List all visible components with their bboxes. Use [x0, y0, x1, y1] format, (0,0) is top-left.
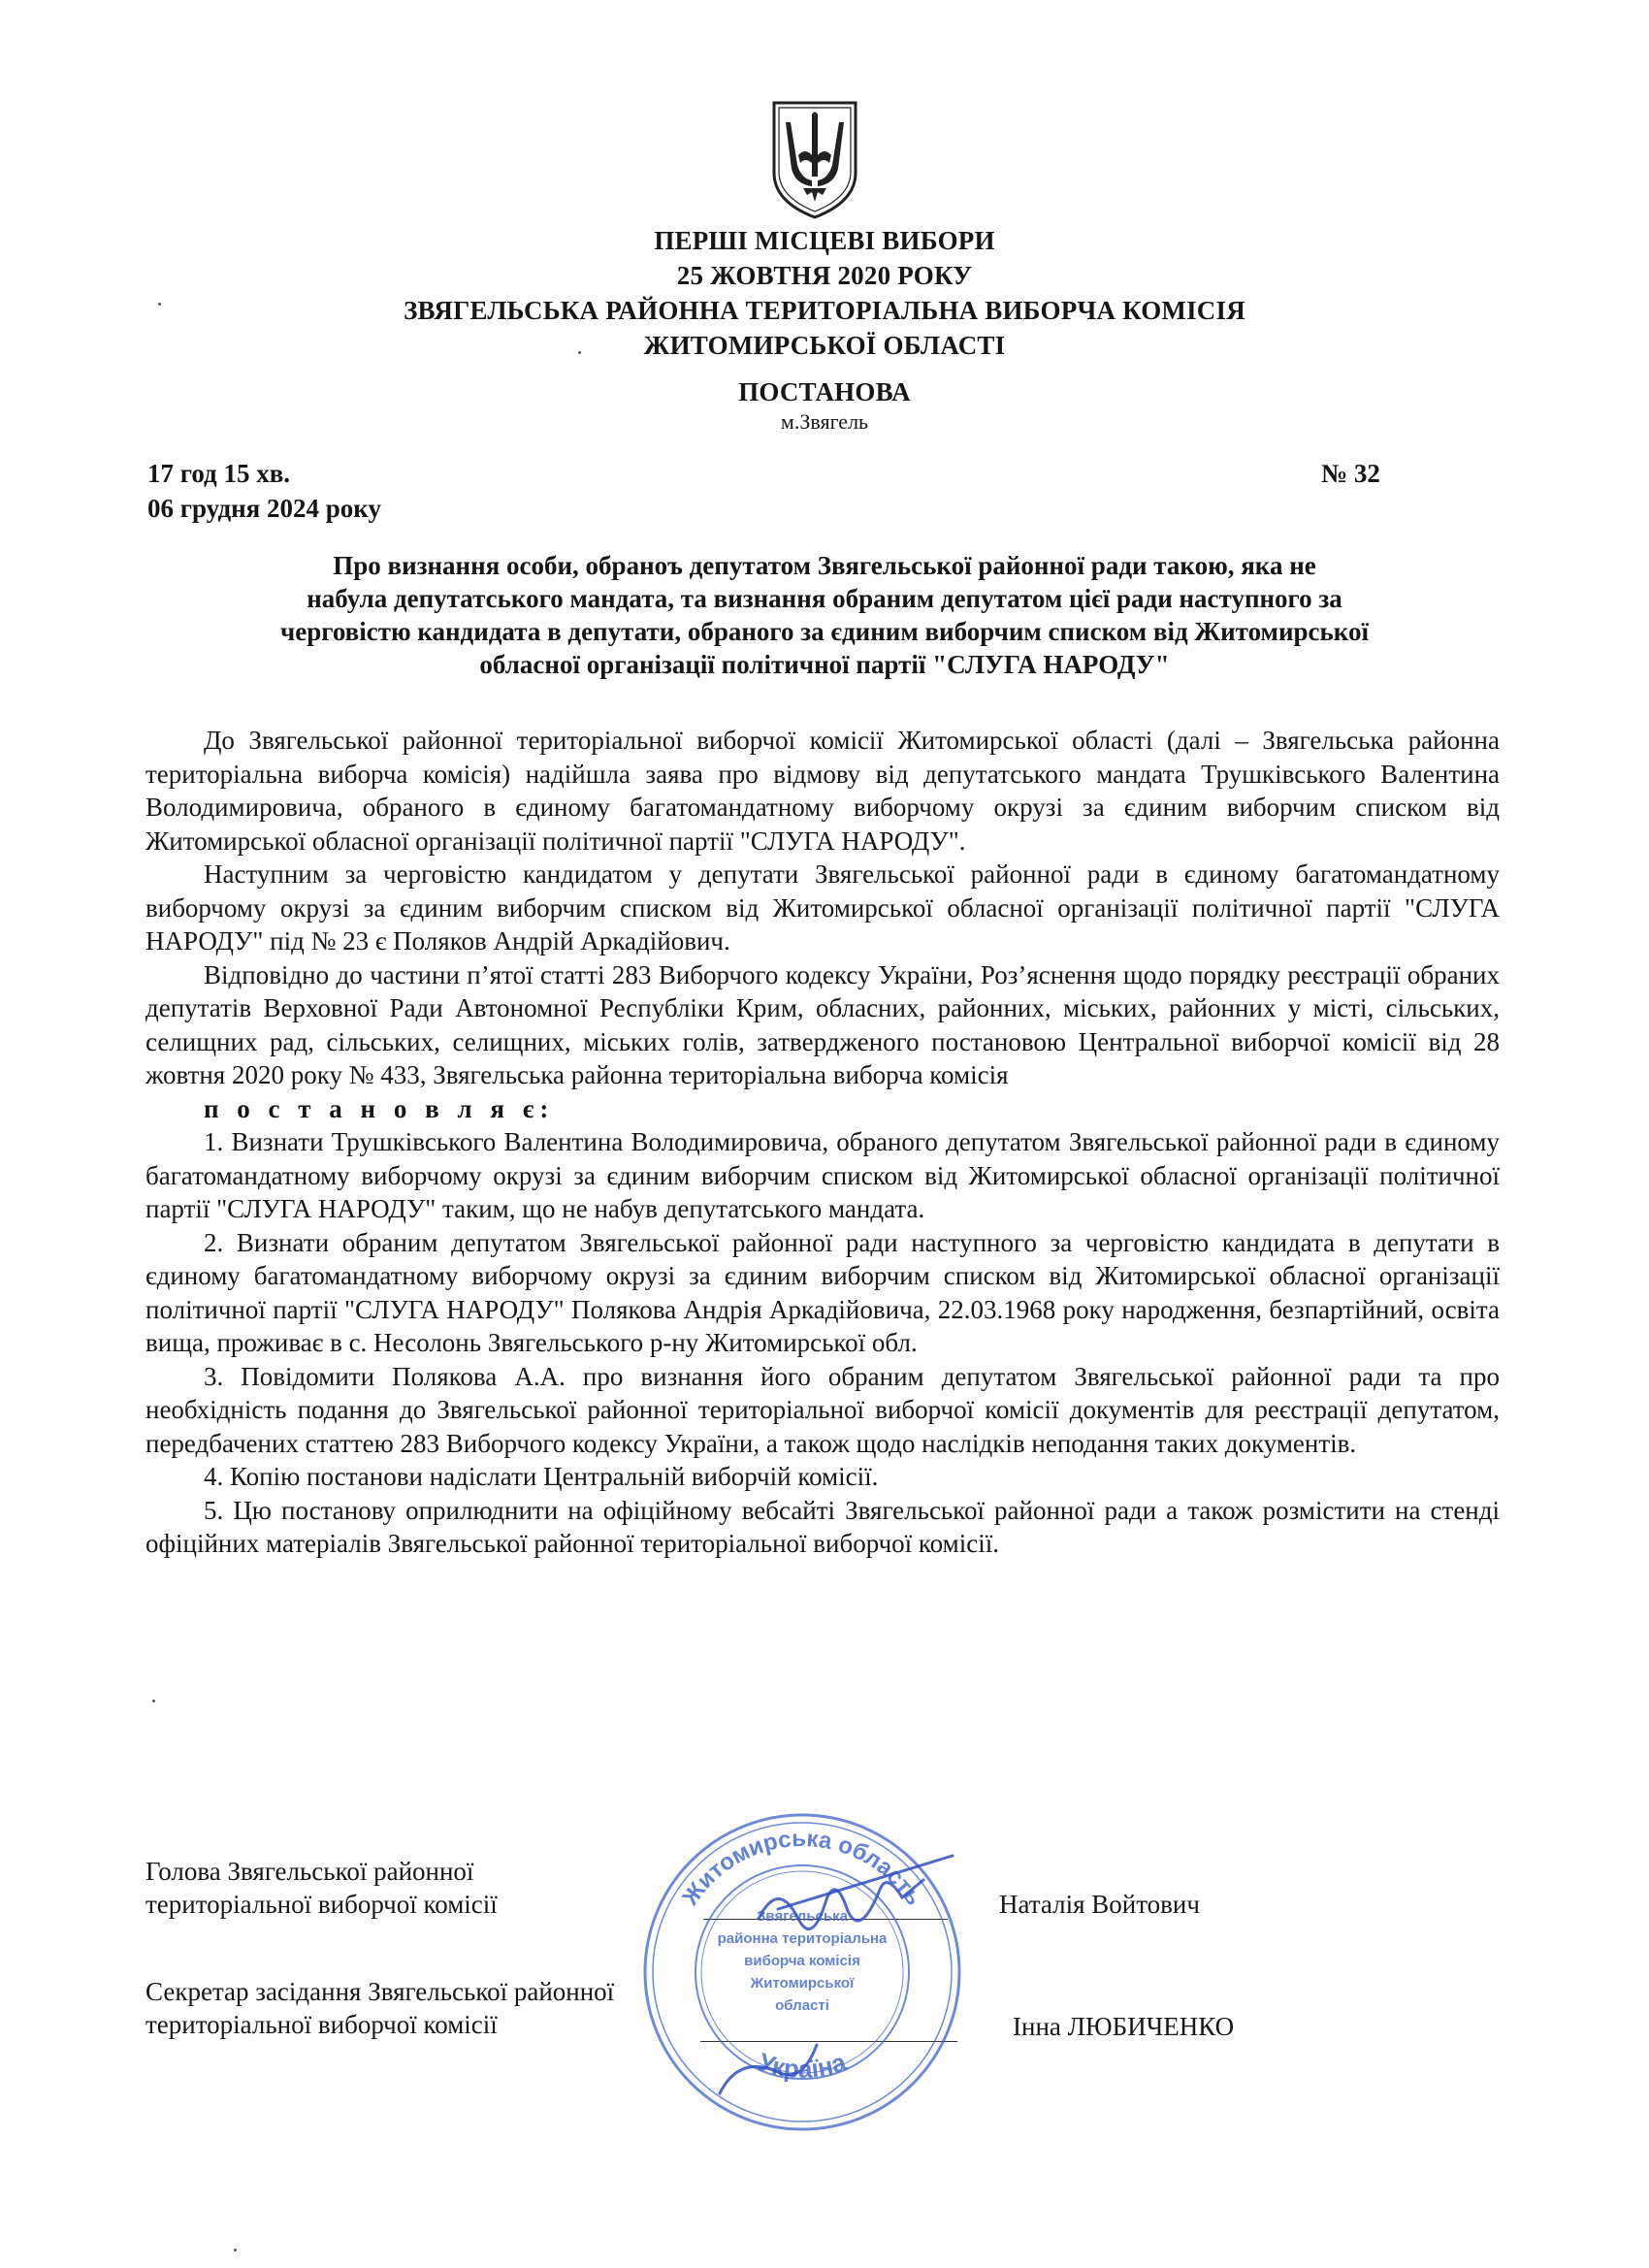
document-city: м.Звягель [780, 409, 869, 434]
scan-speck [234, 2249, 237, 2252]
title-line: обласної організації політичної партії "СЛУГА НАРОДУ" [479, 650, 1170, 679]
decides-heading: п о с т а н о в л я є: [204, 1093, 555, 1123]
title-line: набула депутатського мандата, та визнання обраним депутатом цієї ради наступного за [307, 584, 1342, 613]
svg-text:Житомирська область [677, 1826, 927, 1911]
seal-inner-text: Житомирської [750, 1975, 855, 1992]
seal-inner-text: Звягельська [757, 1908, 848, 1925]
date-value: 06 грудня 2024 року [147, 494, 381, 523]
scan-speck [158, 303, 161, 306]
chair-title-line: територіальної виборчої комісії [146, 1890, 498, 1919]
election-date: 25 ЖОВТНЯ 2020 РОКУ [676, 261, 973, 290]
resolution-title [146, 549, 1504, 681]
title-line: черговістю кандидата в депутати, обраного за єдиним виборчим списком від Житомирської [280, 617, 1369, 646]
seal-inner-text: області [775, 1997, 829, 2014]
chair-name: Наталія Войтович [999, 1890, 1200, 1919]
secretary-title-line: територіальної виборчої комісії [146, 2010, 498, 2039]
seal-inner-text: виборча комісія [744, 1953, 860, 1969]
document-type: ПОСТАНОВА [738, 377, 911, 406]
paragraph: Наступним за черговістю кандидатом у депутати Звягельської районної ради в єдиному багатомандатному виборчому окрузі за єдиним виборчим списком від Житомирської обласної організації політичної партії "СЛУГА НАРОДУ" під № 23 є Поляков Андрій Аркадійович. [146, 859, 1500, 956]
chair-title [146, 1855, 498, 1921]
election-title: ПЕРШІ МІСЦЕВІ ВИБОРИ [654, 226, 995, 255]
title-line: Про визнання особи, обраноъ депутатом Звягельської районної ради такою, яка не [333, 551, 1316, 580]
seal-bottom-text: Україна [755, 2047, 850, 2084]
svg-text:Україна [755, 2047, 850, 2084]
resolution-item: 3. Повідомити Полякова А.А. про визнання його обраним депутатом Звягельської районної ради та про необхідність подання до Звягельської районної територіальної виборчої комісії документів для реєстрації депутатом, передбачених статтею 283 Виборчого кодексу України, а також щодо наслідків неподання таких документів. [146, 1361, 1500, 1458]
coat-of-arms-icon [766, 97, 863, 221]
resolution-item: 2. Визнати обраним депутатом Звягельської районної ради наступного за черговістю кандидата в депутати в єдиному багатомандатному виборчому окрузі за єдиним виборчим списком від Житомирської обласної організації політичної партії "СЛУГА НАРОДУ" Полякова Андрія Аркадійовича, 22.03.1968 року народження, безпартійний, освіта вища, проживає в с. Несолонь Звягельського р-ну Житомирської обл. [146, 1227, 1500, 1357]
document-number: № 32 [1321, 459, 1380, 488]
secretary-title [146, 1975, 614, 2041]
resolution-item: 1. Визнати Трушківського Валентина Володимировича, обраного депутатом Звягельської районної ради в єдиному багатомандатному виборчому окрузі за єдиним виборчим списком від Житомирської обласної організації політичної партії "СЛУГА НАРОДУ" таким, що не набув депутатського мандата. [146, 1127, 1500, 1223]
secretary-title-line: Секретар засідання Звягельської районної [146, 1977, 615, 2006]
resolution-item: 5. Цю постанову оприлюднити на офіційному вебсайті Звягельської районної ради а також розмістити на стенді офіційних матеріалів Звягельської районної територіальної виборчої комісії. [146, 1495, 1500, 1558]
document-time [147, 456, 381, 526]
paragraph: До Звягельської районної територіальної виборчої комісії Житомирської області (далі – Звягельська районна територіальна виборча комісія) надійшла заява про відмову від депутатського мандата Трушківського Валентина Володимировича, обраного в єдиному багатомандатному виборчому окрузі за єдиним виборчим списком від Житомирської обласної організації політичної партії "СЛУГА НАРОДУ". [146, 726, 1500, 856]
time-value: 17 год 15 хв. [147, 459, 291, 488]
seal-outer-text: Житомирська область [677, 1825, 927, 1911]
scan-speck [578, 351, 581, 354]
scan-speck [152, 1700, 155, 1702]
seal-inner-text: районна територіальна [717, 1930, 888, 1947]
commission-region: ЖИТОМИРСЬКОЇ ОБЛАСТІ [643, 331, 1006, 360]
official-seal [632, 1802, 972, 2142]
resolution-item: 4. Копію постанови надіслати Центральній виборчій комісії. [204, 1462, 879, 1491]
commission-name: ЗВЯГЕЛЬСЬКА РАЙОННА ТЕРИТОРІАЛЬНА ВИБОРЧА КОМІСІЯ [404, 296, 1245, 325]
document-body [146, 724, 1500, 1561]
paragraph: Відповідно до частини п’ятої статті 283 Виборчого кодексу України, Роз’яснення щодо порядку реєстрації обраних депутатів Верховної Ради Автономної Республіки Крим, обласних, районних, міських, районних у місті, сільських, селищних рад, сільських, селищних, міських голів, затвердженого постановою Центральної виборчої комісії від 28 жовтня 2020 року № 433, Звягельська районна територіальна виборча комісія [146, 959, 1500, 1089]
secretary-name: Інна ЛЮБИЧЕНКО [1013, 2012, 1235, 2041]
chair-title-line: Голова Звягельської районної [146, 1857, 474, 1886]
